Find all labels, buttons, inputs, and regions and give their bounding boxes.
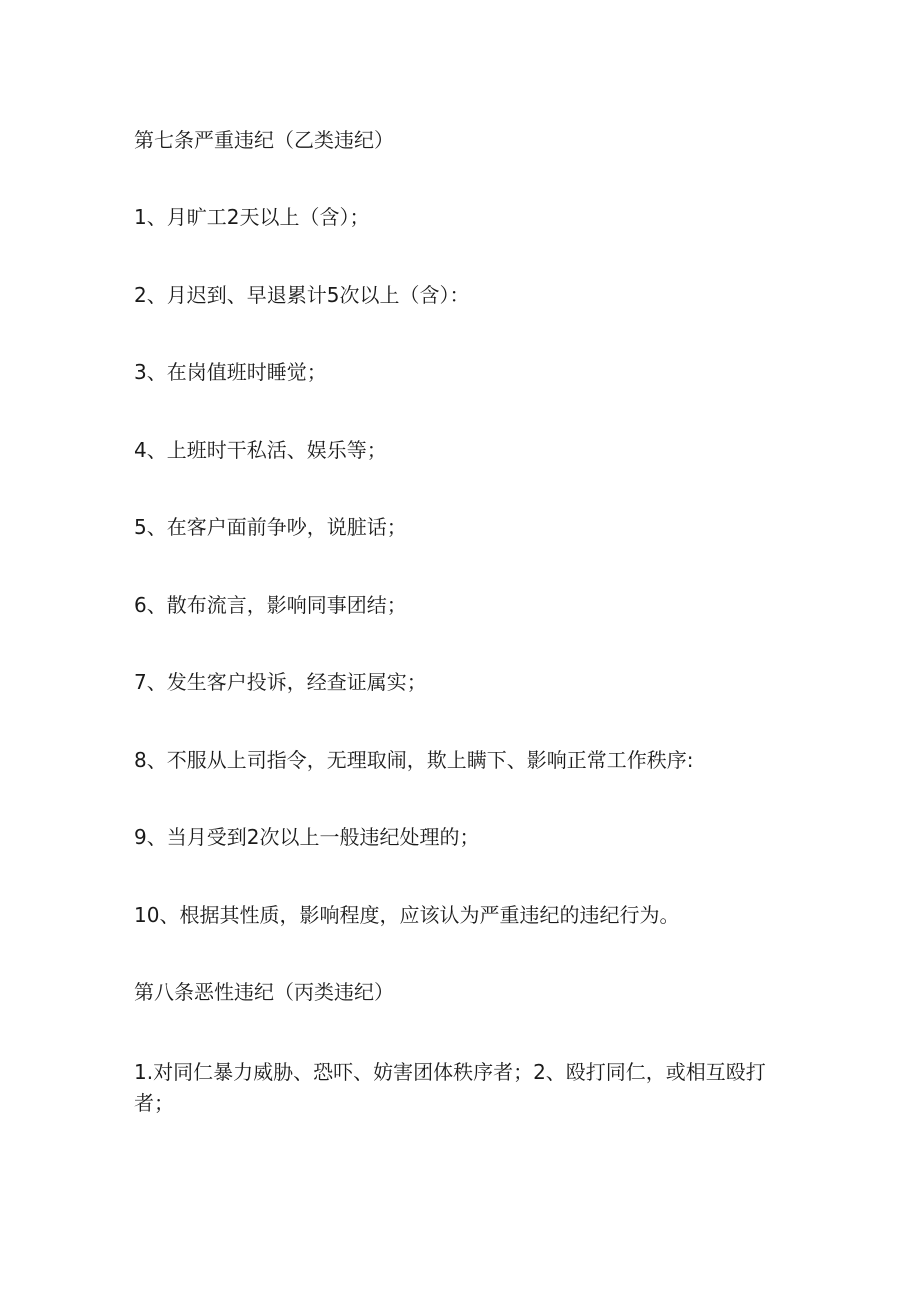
- section-heading-article-7: 第七条严重违纪（乙类违纪）: [134, 128, 394, 152]
- section-heading-article-8: 第八条恶性违纪（丙类违纪）: [134, 980, 394, 1004]
- list-item: 3、在岗值班时睡觉；: [134, 360, 327, 384]
- list-item: 6、散布流言，影响同事团结；: [134, 593, 407, 617]
- list-item: 2、月迟到、早退累计5次以上（含）：: [134, 283, 470, 307]
- list-item: 7、发生客户投诉，经查证属实；: [134, 670, 427, 694]
- list-item: 1、月旷工2天以上（含）；: [134, 205, 370, 229]
- list-item: 9、当月受到2次以上一般违纪处理的；: [134, 825, 480, 849]
- list-item: 10、根据其性质，影响程度，应该认为严重违纪的违纪行为。: [134, 903, 680, 927]
- list-item: 4、上班时干私活、娱乐等；: [134, 438, 387, 462]
- list-item: 5、在客户面前争吵，说脏话；: [134, 515, 407, 539]
- list-item: 1.对同仁暴力威胁、恐吓、妨害团体秩序者；2、殴打同仁，或相互殴打者；: [134, 1060, 766, 1115]
- list-item: 8、不服从上司指令，无理取闹，欺上瞒下、影响正常工作秩序:: [134, 748, 694, 772]
